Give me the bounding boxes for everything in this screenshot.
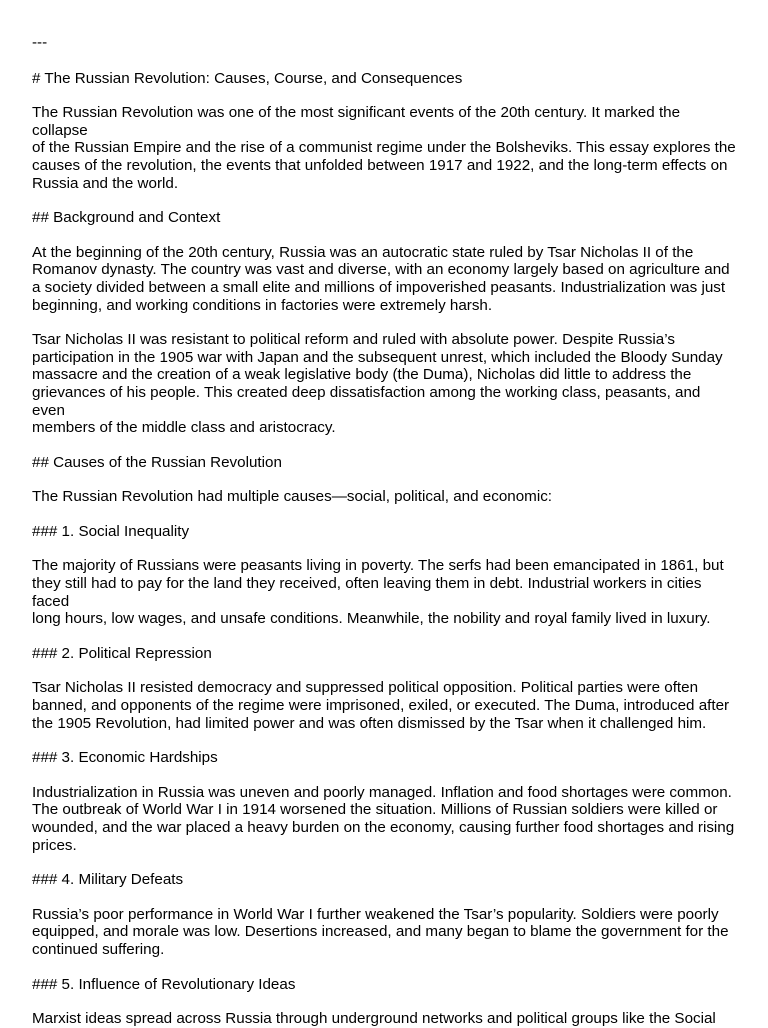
intro-paragraph — [32, 104, 736, 192]
section-heading-causes: ## Causes of the Russian Revolution — [32, 453, 282, 471]
text-line: the 1905 Revolution, had limited power and was often dismissed by the Tsar when it challenged him. — [32, 714, 707, 732]
text-line: The majority of Russians were peasants living in poverty. The serfs had been emancipated in 1861, but — [32, 557, 724, 575]
subheading-social-inequality: ### 1. Social Inequality — [32, 522, 190, 540]
subheading-political-repression: ### 2. Political Repression — [32, 644, 212, 662]
text-line: participation in the 1905 war with Japan and the subsequent unrest, which included the Bloody Sunday — [32, 348, 723, 366]
military-defeats-paragraph — [32, 906, 736, 959]
text-line: long hours, low wages, and unsafe conditions. Meanwhile, the nobility and royal family lived in luxury. — [32, 610, 711, 628]
text-line: Russia and the world. — [32, 174, 179, 192]
text-line: continued suffering. — [32, 940, 165, 958]
subheading-revolutionary-ideas: ### 5. Influence of Revolutionary Ideas — [32, 975, 296, 993]
text-line: equipped, and morale was low. Desertions increased, and many began to blame the government for the — [32, 923, 729, 941]
economic-hardships-paragraph — [32, 784, 736, 854]
text-line: of the Russian Empire and the rise of a communist regime under the Bolsheviks. This essay explores the — [32, 139, 736, 157]
subheading-military-defeats: ### 4. Military Defeats — [32, 871, 184, 889]
text-line: banned, and opponents of the regime were imprisoned, exiled, or executed. The Duma, introduced after — [32, 697, 730, 715]
political-repression-paragraph — [32, 679, 736, 732]
text-line: massacre and the creation of a weak legislative body (the Duma), Nicholas did little to address the — [32, 366, 692, 384]
section-heading-background: ## Background and Context — [32, 209, 221, 227]
social-inequality-paragraph — [32, 557, 736, 627]
text-line: Tsar Nicholas II was resistant to political reform and ruled with absolute power. Despite Russia’s — [32, 331, 675, 349]
text-line: members of the middle class and aristocracy. — [32, 419, 336, 437]
text-line: Marxist ideas spread across Russia through underground networks and political groups like the Social — [32, 1010, 716, 1028]
background-paragraph-2 — [32, 331, 736, 437]
text-line: Tsar Nicholas II resisted democracy and suppressed political opposition. Political parties were often — [32, 679, 699, 697]
text-line: grievances of his people. This created deep dissatisfaction among the working class, peasants, and even — [32, 383, 705, 419]
subheading-economic-hardships: ### 3. Economic Hardships — [32, 749, 218, 767]
text-line: The outbreak of World War I in 1914 worsened the situation. Millions of Russian soldiers were killed or — [32, 801, 718, 819]
text-line: Industrialization in Russia was uneven and poorly managed. Inflation and food shortages were common. — [32, 783, 732, 801]
page-title: # The Russian Revolution: Causes, Course, and Consequences — [32, 69, 463, 87]
revolutionary-ideas-paragraph — [32, 1010, 736, 1028]
causes-intro: The Russian Revolution had multiple causes—social, political, and economic: — [32, 488, 553, 506]
text-line: causes of the revolution, the events that unfolded between 1917 and 1922, and the long-term effects on — [32, 156, 728, 174]
text-line: At the beginning of the 20th century, Russia was an autocratic state ruled by Tsar Nicholas II of the — [32, 243, 694, 261]
text-line: wounded, and the war placed a heavy burden on the economy, causing further food shortages and rising — [32, 819, 735, 836]
text-line: Russia’s poor performance in World War I further weakened the Tsar’s popularity. Soldiers were poorly — [32, 905, 719, 923]
text-line: The Russian Revolution was one of the most significant events of the 20th century. It marked the collapse — [32, 104, 685, 139]
background-paragraph-1 — [32, 244, 736, 314]
text-line: Romanov dynasty. The country was vast and diverse, with an economy largely based on agriculture and — [32, 261, 730, 279]
text-line: prices. — [32, 836, 77, 854]
text-line: they still had to pay for the land they received, often leaving them in debt. Industrial workers in cities faced — [32, 575, 706, 610]
text-line: beginning, and working conditions in factories were extremely harsh. — [32, 296, 493, 314]
text-line: a society divided between a small elite and millions of impoverished peasants. Industrialization was just — [32, 278, 726, 296]
separator: --- — [32, 34, 48, 51]
